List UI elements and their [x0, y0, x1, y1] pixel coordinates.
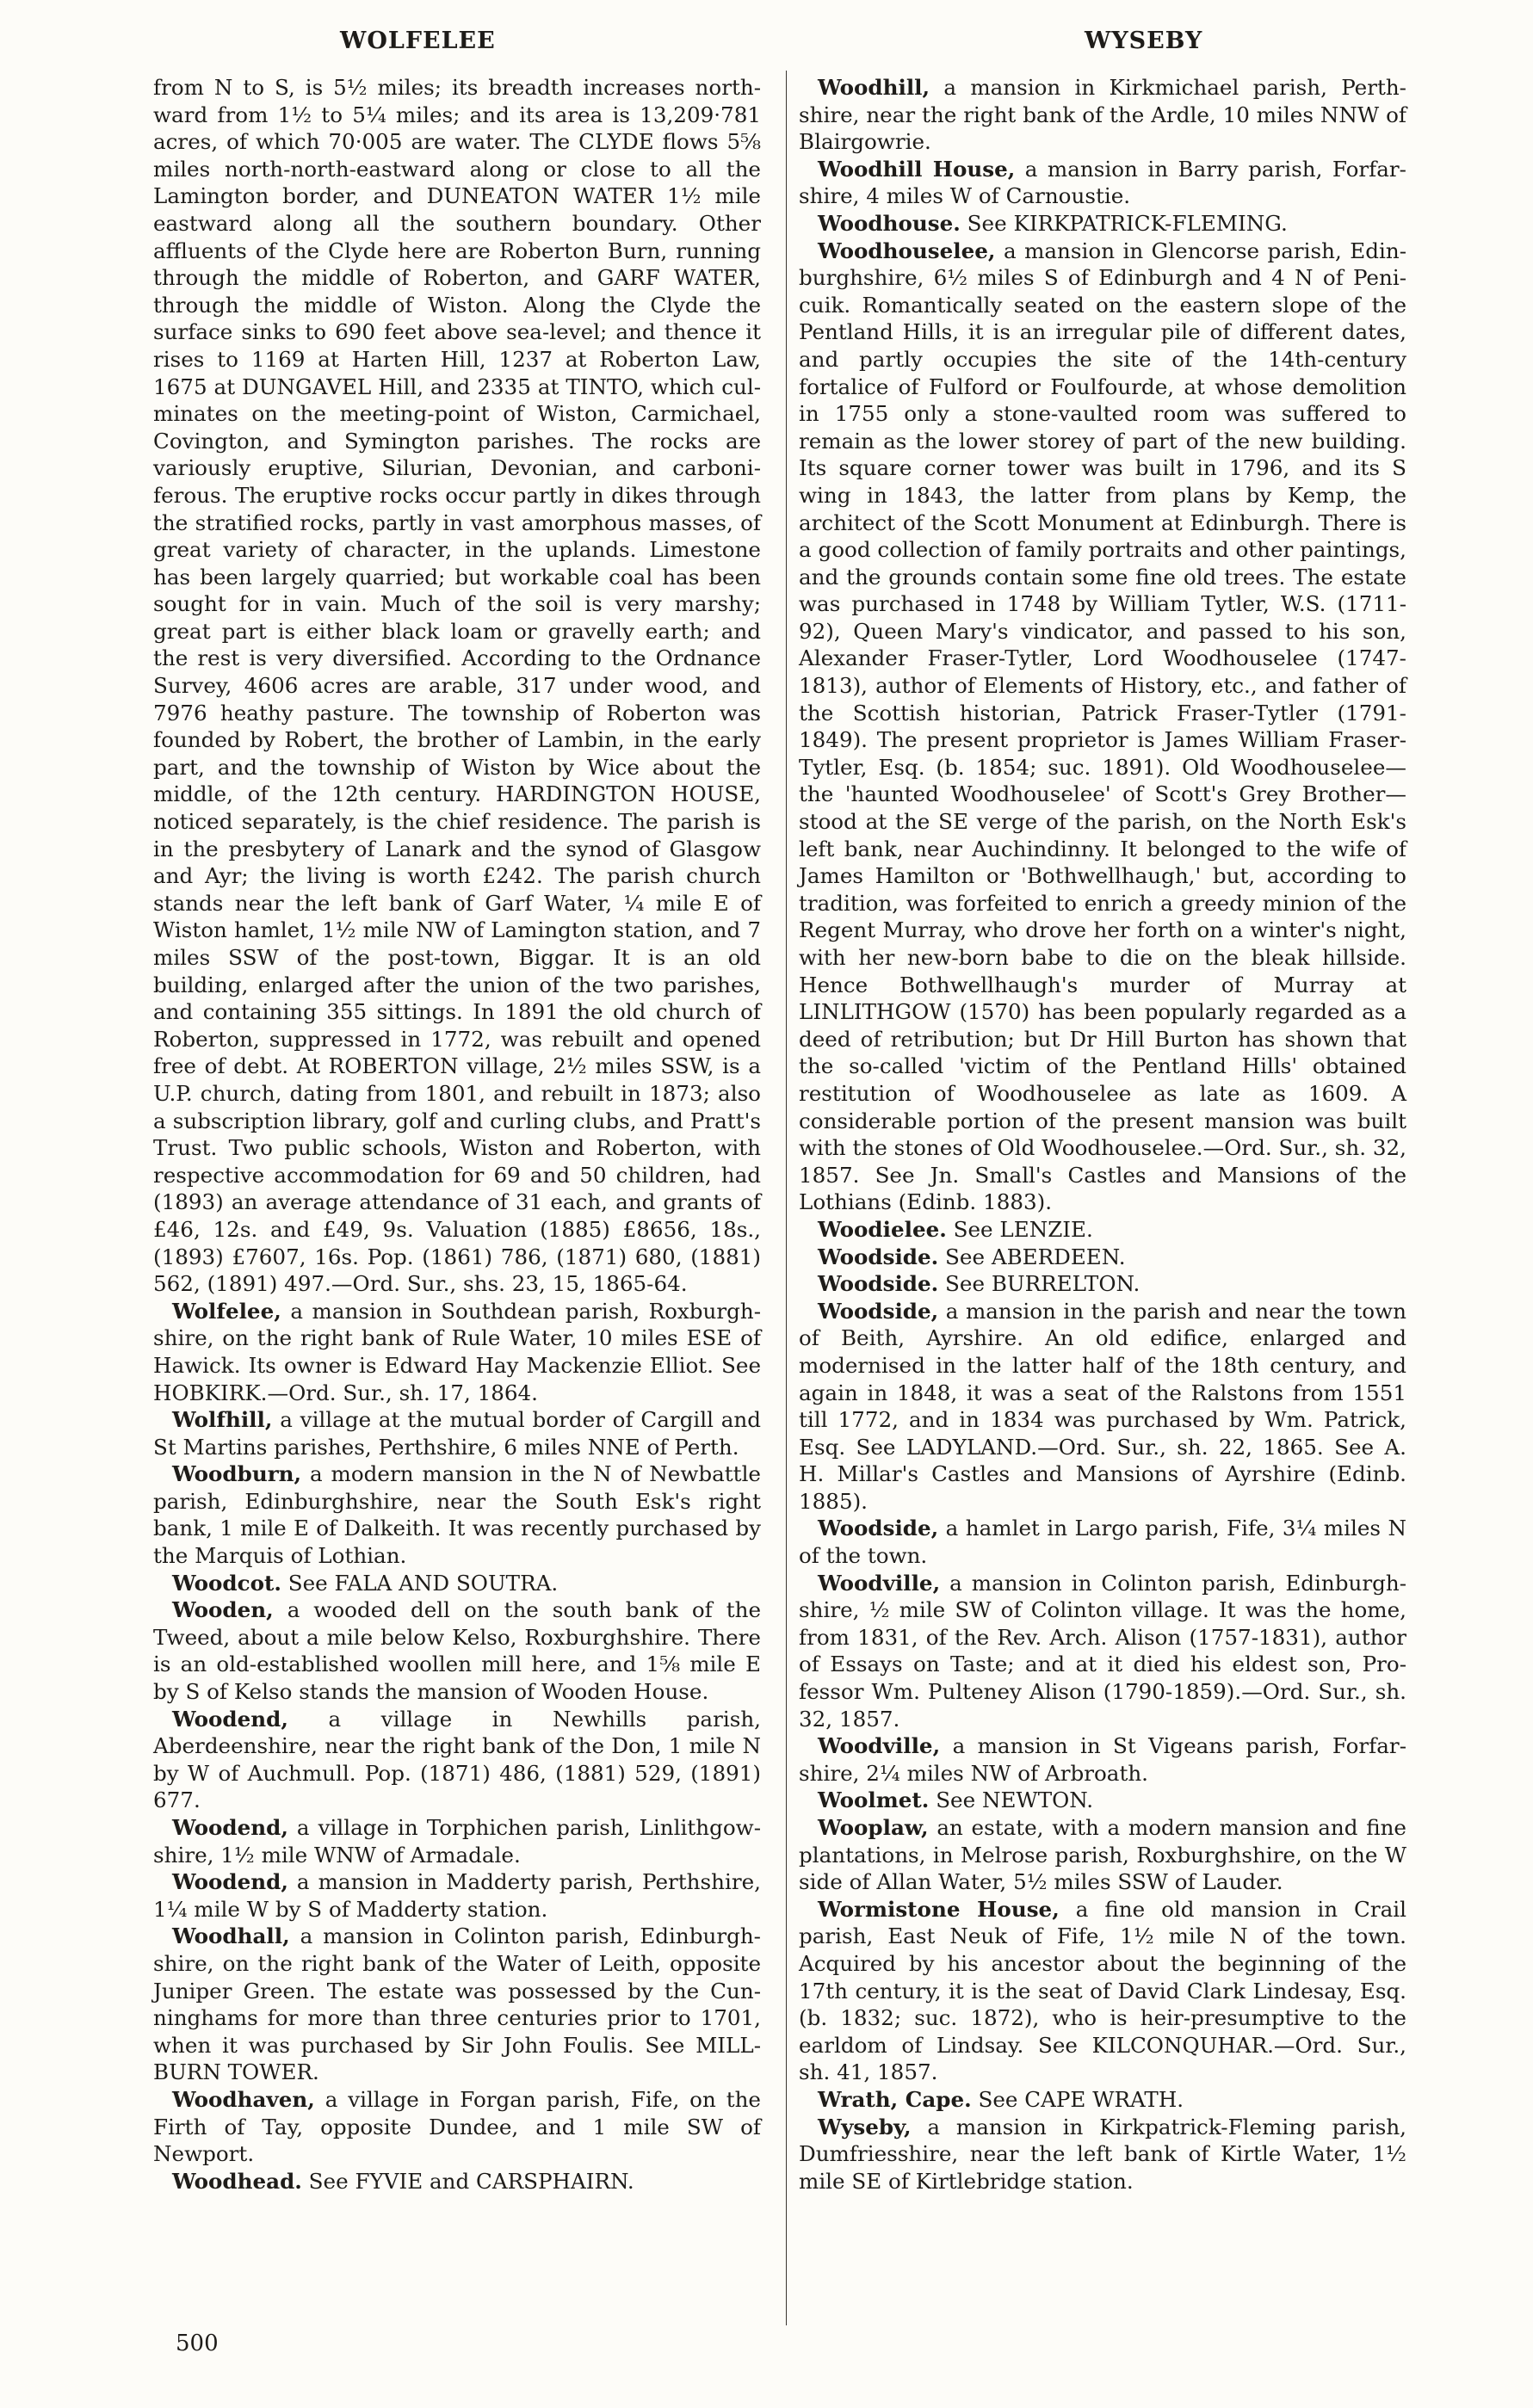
entry: [153, 1923, 761, 2086]
column-rule: [786, 71, 787, 2325]
entry: [153, 1706, 761, 1814]
entry: [799, 74, 1406, 156]
entry: [153, 1596, 761, 1705]
entry-headword: Woodend,: [172, 1869, 288, 1895]
entry: [799, 1515, 1406, 1569]
entry-headword: Wolfhill,: [172, 1407, 273, 1433]
entry-text: See CAPE WRATH.: [978, 2086, 1184, 2112]
entry: [153, 1814, 761, 1868]
entry: [153, 1460, 761, 1569]
entry-headword: Woodielee.: [818, 1216, 947, 1242]
entry: [799, 238, 1406, 1216]
entry-headword: Woodcot.: [172, 1570, 281, 1596]
right-column: [799, 74, 1406, 2195]
entry-headword: Woodhill House,: [818, 156, 1016, 182]
entry: [799, 1244, 1406, 1271]
entry-headword: Woodend,: [172, 1815, 288, 1840]
left-column: [153, 74, 761, 2195]
entry-text: a wooded dell on the south bank of the Tweed, about a mile below Kelso, Roxburghshire. There is an old-established woollen mill here, and 1⅝ mile E by S of Kelso stands the mansion of Wooden House.: [153, 1597, 761, 1705]
entry-headword: Woodhaven,: [172, 2086, 315, 2112]
entry-headword: Wyseby,: [818, 2114, 912, 2139]
entry: [799, 1814, 1406, 1896]
entry-text: a mansion in St Vigeans parish, Forfarshire, 2¼ miles NW of Arbroath.: [799, 1733, 1407, 1786]
entry: [799, 2114, 1406, 2195]
entry-headword: Wolfelee,: [172, 1298, 281, 1324]
entry: [153, 1570, 761, 1597]
entry-headword: Woodhouse.: [818, 210, 961, 236]
running-head-left: WOLFELEE: [340, 28, 496, 54]
entry-text: a mansion in Southdean parish, Roxburghshire, on the right bank of Rule Water, 10 miles ESE of Hawick. Its owner is Edward Hay Mackenzie Elliot. See HOBKIRK.—Ord. Sur., sh. 17, 1864.: [153, 1298, 761, 1405]
entry: [153, 1868, 761, 1923]
entry-headword: Woodside.: [818, 1271, 939, 1297]
entry-text: a village in Newhills parish, Aberdeenshire, near the right bank of the Don, 1 mile N by W of Auchmull. Pop. (1871) 486, (1881) 529, (1891) 677.: [153, 1706, 761, 1813]
entry: [799, 1270, 1406, 1298]
entry-text: from N to S, is 5½ miles; its breadth increases northward from 1½ to 5¼ miles; and its area is 13,209·781 acres, of which 70·005 are water. The CLYDE flows 5⅝ miles north-north-eastward along or close to all the Lamington border, and DUNEATON WATER 1½ mile eastward along all the southern boundary. Other affluents of the Clyde here are Roberton Burn, running through the middle of Roberton, and GARF WATER, through the middle of Wiston. Along the Clyde the surface sinks to 690 feet above sea-level; and thence it rises to 1169 at Harten Hill, 1237 at Roberton Law, 1675 at DUNGAVEL Hill, and 2335 at TINTO, which culminates on the meeting-point of Wiston, Carmichael, Covington, and Symington parishes. The rocks are variously eruptive, Silurian, Devonian, and carboniferous. The eruptive rocks occur partly in dikes through the stratified rocks, partly in vast amorphous masses, of great variety of character, in the uplands. Limestone has been largely quarried; but workable coal has been sought for in vain. Much of the soil is very marshy; great part is either black loam or gravelly earth; and the rest is very diversified. According to the Ordnance Survey, 4606 acres are arable, 317 under wood, and 7976 heathy pasture. The township of Roberton was founded by Robert, the brother of Lambin, in the early part, and the township of Wiston by Wice about the middle, of the 12th century. HARDINGTON HOUSE, noticed separately, is the chief residence. The parish is in the presbytery of Lanark and the synod of Glasgow and Ayr; the living is worth £242. The parish church stands near the left bank of Garf Water, ¼ mile E of Wiston hamlet, 1½ mile NW of Lamington station, and 7 miles SSW of the post-town, Biggar. It is an old building, enlarged after the union of the two parishes, and containing 355 sittings. In 1891 the old church of Roberton, suppressed in 1772, was rebuilt and opened free of debt. At ROBERTON village, 2½ miles SSW, is a U.P. church, dating from 1801, and rebuilt in 1873; also a subscription library, golf and curling clubs, and Pratt's Trust. Two public schools, Wiston and Roberton, with respective accommodation for 69 and 50 children, had (1893) an average attendance of 31 each, and grants of £46, 12s. and £49, 9s. Valuation (1885) £8656, 18s., (1893) £7607, 16s. Pop. (1861) 786, (1871) 680, (1881) 562, (1891) 497.—Ord. Sur., shs. 23, 15, 1865-64.: [153, 75, 761, 1297]
entry-headword: Wrath, Cape.: [818, 2086, 972, 2112]
entry: [153, 2086, 761, 2168]
entry-text: a village in Forgan parish, Fife, on the Firth of Tay, opposite Dundee, and 1 mile SW of Newport.: [153, 2086, 761, 2167]
entry-text: a mansion in Colinton parish, Edinburghshire, ½ mile SW of Colinton village. It was the home, from 1831, of the Rev. Arch. Alison (1757-1831), author of Essays on Taste; and at it died his eldest son, Professor Wm. Pulteney Alison (1790-1859).—Ord. Sur., sh. 32, 1857.: [799, 1570, 1406, 1732]
entry: [153, 74, 761, 1298]
entry-headword: Woodhouselee,: [818, 238, 996, 263]
entry-headword: Wooplaw,: [818, 1815, 929, 1840]
entry: [799, 1732, 1406, 1787]
entry: [799, 1896, 1406, 2086]
entry-text: a mansion in Colinton parish, Edinburghshire, on the right bank of the Water of Leith, opposite Juniper Green. The estate was possessed by the Cunninghams for more than three centuries prior to 1701, when it was purchased by Sir John Foulis. See MILLBURN TOWER.: [153, 1923, 761, 2085]
entry-text: a mansion in Barry parish, Forfarshire, 4 miles W of Carnoustie.: [799, 156, 1406, 209]
entry-text: See FALA AND SOUTRA.: [287, 1570, 559, 1596]
entry-text: a mansion in Kirkpatrick-Fleming parish, Dumfriesshire, near the left bank of Kirtle Water, 1½ mile SE of Kirtlebridge station.: [799, 2114, 1406, 2194]
entry-headword: Wormistone House,: [818, 1896, 1060, 1922]
entry: [799, 1298, 1406, 1516]
running-head-right: WYSEBY: [1085, 28, 1203, 54]
entry-headword: Woodville,: [818, 1733, 941, 1759]
entry-text: a village in Torphichen parish, Linlithgowshire, 1½ mile WNW of Armadale.: [153, 1815, 761, 1868]
entry-headword: Wooden,: [172, 1597, 274, 1623]
entry-text: a mansion in Kirkmichael parish, Perthshire, near the right bank of the Ardle, 10 miles NNW of Blairgowrie.: [799, 75, 1406, 155]
entry: [799, 1787, 1406, 1814]
entry-text: a hamlet in Largo parish, Fife, 3¼ miles N of the town.: [799, 1516, 1406, 1569]
entry-headword: Woolmet.: [818, 1787, 930, 1813]
entry-headword: Woodhead.: [172, 2168, 302, 2194]
entry: [799, 1570, 1406, 1733]
entry-text: See LENZIE.: [953, 1216, 1093, 1242]
entry: [799, 1216, 1406, 1244]
entry-text: an estate, with a modern mansion and fine plantations, in Melrose parish, Roxburghshire, on the W side of Allan Water, 5½ miles SSW of Lauder.: [799, 1815, 1406, 1895]
entry: [799, 210, 1406, 238]
entry-headword: Woodside,: [818, 1298, 939, 1324]
entry: [799, 2086, 1406, 2114]
entry-text: a mansion in Glencorse parish, Edinburghshire, 6½ miles S of Edinburgh and 4 N of Penicuik. Romantically seated on the eastern slope of the Pentland Hills, it is an irregular pile of different dates, and partly occupies the site of the 14th-century fortalice of Fulford or Foulfourde, at whose demolition in 1755 only a stone-vaulted room was suffered to remain as the lower storey of part of the new building. Its square corner tower was built in 1796, and its S wing in 1843, the latter from plans by Kemp, the architect of the Scott Monument at Edinburgh. There is a good collection of family portraits and other paintings, and the grounds contain some fine old trees. The estate was purchased in 1748 by William Tytler, W.S. (1711-92), Queen Mary's vindicator, and passed to his son, Alexander Fraser-Tytler, Lord Woodhouselee (1747-1813), author of Elements of History, etc., and father of the Scottish historian, Patrick Fraser-Tytler (1791-1849). The present proprietor is James William Fraser-Tytler, Esq. (b. 1854; suc. 1891). Old Woodhouselee—the 'haunted Woodhouselee' of Scott's Grey Brother—stood at the SE verge of the parish, on the North Esk's left bank, near Auchindinny. It belonged to the wife of James Hamilton or 'Bothwellhaugh,' but, according to tradition, was forfeited to enrich a greedy minion of the Regent Murray, who drove her forth on a winter's night, with her new-born babe to die on the bleak hillside. Hence Bothwellhaugh's murder of Murray at LINLITHGOW (1570) has been popularly regarded as a deed of retribution; but Dr Hill Burton has shown that the so-called 'victim of the Pentland Hills' obtained restitution of Woodhouselee as late as 1609. A considerable portion of the present mansion was built with the stones of Old Woodhouselee.—Ord. Sur., sh. 32, 1857. See Jn. Small's Castles and Mansions of the Lothians (Edinb. 1883).: [799, 238, 1406, 1215]
entry-headword: Woodburn,: [172, 1461, 302, 1487]
page-number: 500: [176, 2331, 219, 2356]
entry: [799, 156, 1406, 210]
entry-text: a mansion in Madderty parish, Perthshire, 1¼ mile W by S of Madderty station.: [153, 1869, 761, 1922]
entry-text: See NEWTON.: [936, 1787, 1094, 1813]
entry-headword: Woodville,: [818, 1570, 941, 1596]
entry-headword: Woodside.: [818, 1244, 939, 1269]
entry-headword: Woodside,: [818, 1516, 939, 1541]
entry-text: See ABERDEEN.: [945, 1244, 1126, 1269]
entry-text: a village at the mutual border of Cargill and St Martins parishes, Perthshire, 6 miles NNE of Perth.: [153, 1407, 761, 1460]
entry-headword: Woodhill,: [818, 75, 930, 100]
entry-text: See FYVIE and CARSPHAIRN.: [308, 2168, 634, 2194]
entry-text: See KIRKPATRICK-FLEMING.: [967, 210, 1288, 236]
entry-text: See BURRELTON.: [945, 1271, 1140, 1297]
entry-headword: Woodend,: [172, 1706, 288, 1732]
entry-headword: Woodhall,: [172, 1923, 290, 1949]
entry-text: a modern mansion in the N of Newbattle parish, Edinburghshire, near the South Esk's right bank, 1 mile E of Dalkeith. It was recently purchased by the Marquis of Lothian.: [153, 1461, 761, 1569]
entry: [153, 1406, 761, 1460]
entry-text: a fine old mansion in Crail parish, East Neuk of Fife, 1½ mile N of the town. Acquired by his ancestor about the beginning of the 17th century, it is the seat of David Clark Lindesay, Esq. (b. 1832; suc. 1872), who is heir-presumptive to the earldom of Lindsay. See KILCONQUHAR.—Ord. Sur., sh. 41, 1857.: [799, 1896, 1407, 2085]
entry: [153, 1298, 761, 1406]
entry-text: a mansion in the parish and near the town of Beith, Ayrshire. An old edifice, enlarged and modernised in the latter half of the 18th century, and again in 1848, it was a seat of the Ralstons from 1551 till 1772, and in 1834 was purchased by Wm. Patrick, Esq. See LADYLAND.—Ord. Sur., sh. 22, 1865. See A. H. Millar's Castles and Mansions of Ayrshire (Edinb. 1885).: [799, 1298, 1406, 1514]
entry: [153, 2168, 761, 2195]
